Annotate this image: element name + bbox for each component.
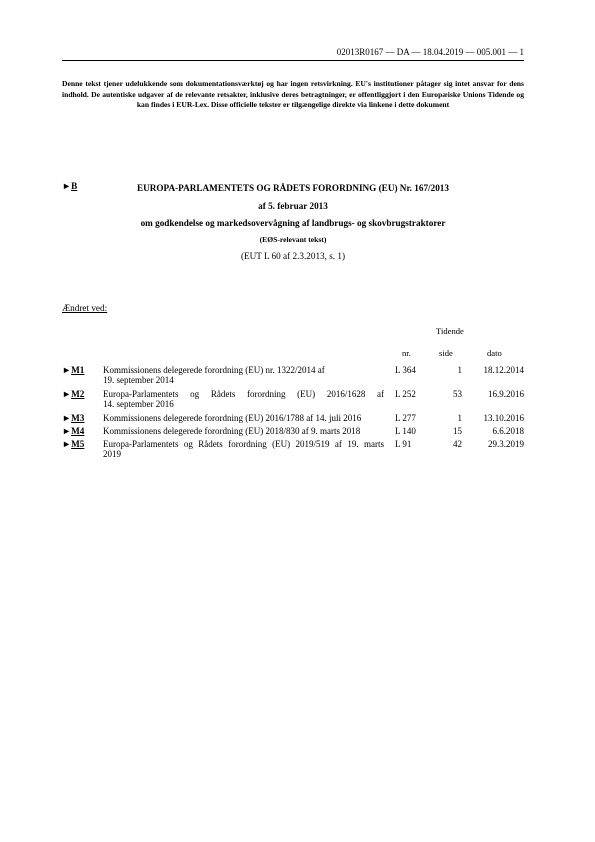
amending-act [103,389,444,409]
marker-m4-link[interactable] [62,426,84,436]
side-column-header: side [439,348,453,358]
amended-by-heading: Ændret ved: [62,303,108,313]
amendment-row [62,439,524,461]
header-rule [62,60,524,61]
journal-nr: L 277 [395,413,416,423]
amendment-row [62,389,524,411]
journal-page: 53 [453,389,462,399]
dato-column-header: dato [487,348,502,358]
official-journal-reference: (EUT L 60 af 2.3.2013, s. 1) [240,251,346,261]
journal-date: 16.9.2016 [488,389,524,399]
journal-date: 29.3.2019 [488,439,524,449]
marker-m1-link[interactable] [62,365,84,375]
regulation-date: af 5. februar 2013 [258,201,328,211]
title-block [100,182,486,262]
amending-act-line: 2019 [103,449,121,459]
marker-arrow-icon: ► [62,426,72,436]
journal-page: 1 [457,365,462,375]
amending-act-line: 14. september 2016 [103,399,174,409]
marker-b-label: B [71,181,78,191]
marker-label: M3 [71,413,85,423]
amending-act [103,426,444,436]
amending-act-line: 19. september 2014 [103,375,174,385]
amending-act-line: Europa-Parlamentets og Rådets forordning (EU) 2016/1628 af [103,389,384,399]
disclaimer: Denne tekst tjener udelukkende som dokumentationsværktøj og har ingen retsvirkning. EU's institutioner påtager sig intet ansvar for dens indhold. De autentiske udgaver af de relevante retsakter, inklusive deres betragtninger, er offentliggjort i den Europæiske Unions Tidende og kan findes i EUR-Lex. Disse officielle tekster er tilgængelige direkte via linkene i dette dokument [62,79,524,110]
journal-page: 42 [453,439,462,449]
marker-m5-link[interactable] [62,439,84,449]
journal-date: 13.10.2016 [483,413,524,423]
amending-act-line: Kommissionens delegerede forordning (EU) 2018/830 af 9. marts 2018 [103,426,361,436]
amending-act [103,439,444,459]
regulation-subject: om godkendelse og markedsovervågning af landbrugs- og skovbrugstraktorer [140,218,446,228]
marker-label: M2 [71,389,85,399]
journal-column-header: Tidende [436,326,464,336]
regulation-title: EUROPA-PARLAMENTETS OG RÅDETS FORORDNING (EU) Nr. 167/2013 [137,183,449,193]
amending-act [103,365,444,385]
document-reference: 02013R0167 — DA — 18.04.2019 — 005.001 — 1 [336,47,524,57]
journal-nr: L 252 [395,389,416,399]
amending-act-line: Kommissionens delegerede forordning (EU) 2016/1788 af 14. juli 2016 [103,413,362,423]
marker-label: M5 [71,439,85,449]
marker-label: M4 [71,426,85,436]
journal-nr: L 91 [395,439,412,449]
journal-date: 18.12.2014 [483,365,524,375]
marker-m2-link[interactable] [62,389,84,399]
amending-act [103,413,444,423]
journal-nr: L 140 [395,426,416,436]
marker-label: M1 [71,365,85,375]
amending-act-line: Kommissionens delegerede forordning (EU) nr. 1322/2014 af [103,365,325,375]
journal-page: 15 [453,426,462,436]
journal-date: 6.6.2018 [492,426,524,436]
marker-arrow-icon: ► [62,365,72,375]
marker-b-link[interactable] [62,181,77,191]
journal-nr: L 364 [395,365,416,375]
marker-m3-link[interactable] [62,413,84,423]
marker-arrow-icon: ► [62,181,72,191]
nr-column-header: nr. [402,348,411,358]
amending-act-line: Europa-Parlamentets og Rådets forordning (EU) 2019/519 af 19. marts [103,439,384,449]
amendment-row [62,365,524,387]
marker-arrow-icon: ► [62,439,72,449]
journal-page: 1 [457,413,462,423]
marker-arrow-icon: ► [62,413,72,423]
marker-arrow-icon: ► [62,389,72,399]
eea-relevance: (EØS-relevant tekst) [259,235,327,244]
